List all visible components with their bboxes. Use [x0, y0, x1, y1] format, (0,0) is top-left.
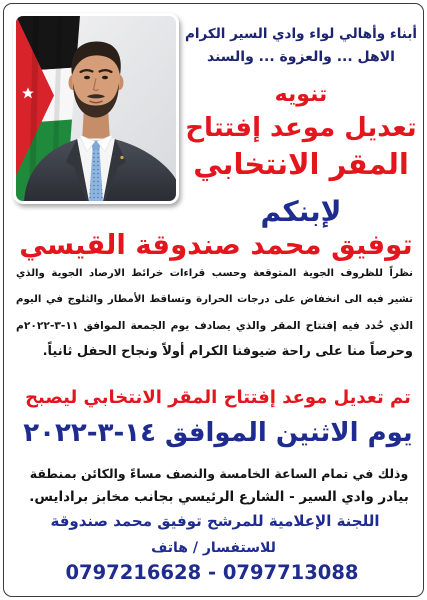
body-line: وحرصاً منا على راحة ضيوفنا الكرام أولاً ونجاح الحفل ثانياً. — [42, 344, 413, 359]
new-date: يوم الاثنين الموافق ١٤-٣-٢٠٢٢ — [23, 418, 413, 448]
candidate-intro: لإبنكم — [260, 195, 342, 228]
announcement-line: تم تعديل موعد إفتتاح المقر الانتخابي ليصبح — [25, 387, 411, 408]
phone-numbers: 0797216628 - 0797713088 — [65, 561, 359, 584]
notice-heading: تنويه — [274, 82, 328, 107]
left-eye — [84, 76, 90, 79]
body-line: تشير فيه الى انخفاض على درجات الحرارة وتساقط الأمطار والثلوج في اليوم — [16, 294, 413, 305]
candidate-name: توفيق محمد صندوقة القيسي — [19, 229, 413, 261]
inquiry-label: للاستفسار / هاتف — [151, 540, 276, 556]
right-eye — [102, 76, 108, 79]
media-committee: اللجنة الإعلامية للمرشح توفيق محمد صندوقة — [50, 512, 380, 530]
body-line: الذي حُدد فيه إفتتاح المقر والذي يصادف يوم الجمعة الموافق ١١-٣-٢٠٢٢م — [16, 319, 413, 332]
headline-line-1: تعديل موعد إفتتاح — [185, 113, 417, 143]
candidate-photo — [16, 16, 176, 201]
headline-line-2: المقر الانتخابي — [193, 147, 409, 181]
photo-frame — [13, 13, 179, 204]
body-line: نظراً للظروف الجوية المتوقعة وحسب قراءات خرائط الارصاد الجوية والذي — [16, 268, 413, 279]
details-line: وذلك في تمام الساعة الخامسة والنصف مساءً والكائن بمنطقة — [29, 466, 409, 481]
candidate-portrait — [16, 16, 176, 201]
details-line: بيادر وادي السير - الشارع الرئيسي بجانب مخابز برادايس. — [29, 489, 409, 505]
greeting-line-2: الاهل ... والعزوة ... والسند — [207, 49, 395, 65]
lapel-pin — [120, 156, 123, 159]
greeting-line-1: أبناء وأهالي لواء وادي السير الكرام — [184, 26, 418, 42]
